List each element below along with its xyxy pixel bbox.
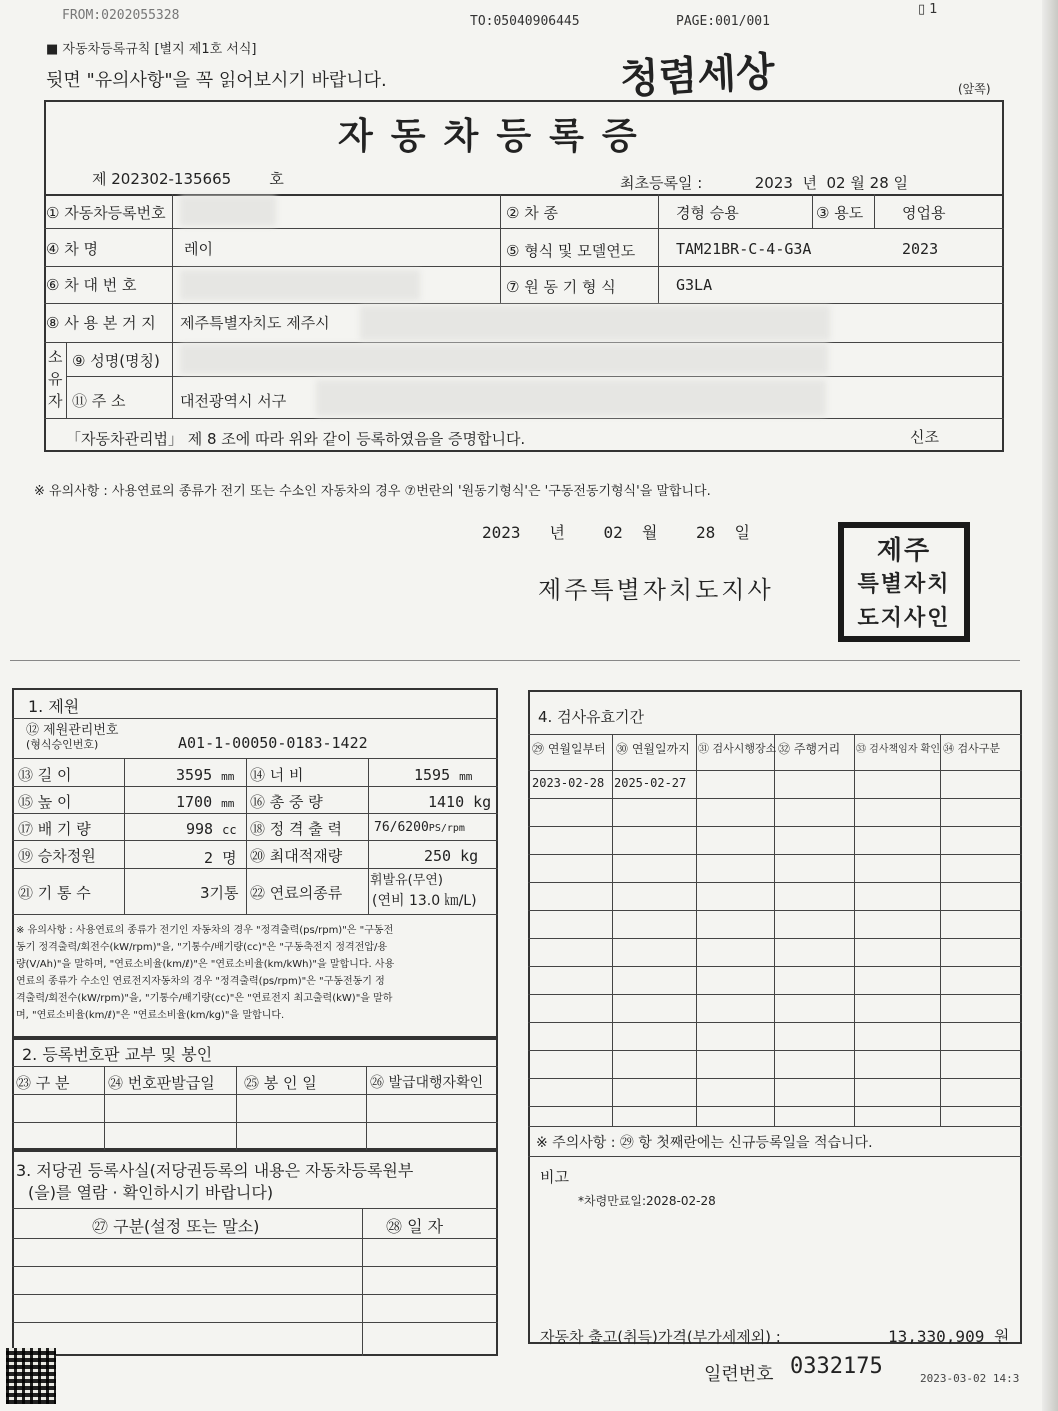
form-reference: ■ 자동차등록규칙 [별지 제1호 서식] — [46, 42, 257, 57]
plate-col-seal-date: ㉕ 봉 인 일 — [244, 1074, 317, 1092]
label-owner-side: 소유자 — [48, 348, 63, 410]
remarks-vehicle-age-expiry: *차령만료일:2028-02-28 — [578, 1194, 716, 1208]
remarks-label: 비고 — [540, 1168, 569, 1186]
inspection-heading: 4. 검사유효기간 — [538, 708, 645, 726]
fax-page: PAGE:001/001 — [676, 14, 770, 29]
label-address: ⑪ 주 소 — [72, 392, 126, 410]
inspection-col-inspector: ㉝ 검사책임자 확인 — [856, 744, 940, 755]
front-page-mark: (앞쪽) — [958, 82, 991, 96]
value-base-location: 제주특별자치도 제주시 — [180, 314, 330, 332]
label-length: ⑬ 길 이 — [18, 766, 72, 784]
label-vehicle-type: ② 차 종 — [506, 204, 558, 222]
plate-col-category: ㉓ 구 분 — [16, 1074, 70, 1092]
serial-label: 일련번호 — [704, 1364, 774, 1385]
label-model: ⑤ 형식 및 모델연도 — [506, 242, 636, 260]
first-registration-date: 최초등록일 : 2023 년 02 월 28 일 — [620, 174, 909, 192]
value-displacement: 998 cc — [186, 820, 237, 838]
value-gross-weight: 1410 kg — [428, 793, 492, 811]
page-title: 자동차등록증 — [338, 115, 655, 157]
label-registration-no: ① 자동차등록번호 — [46, 204, 166, 222]
issue-date: 2023 년 02 월 28 일 — [482, 523, 750, 542]
value-model: TAM21BR-C-4-G3A — [676, 240, 812, 258]
price-value: 13,330,909 원 — [888, 1327, 1010, 1346]
value-max-load: 250 kg — [424, 847, 479, 865]
value-fuel-type: 휘발유(무연) — [370, 873, 443, 888]
lien-col-date: ㉘ 일 자 — [386, 1217, 444, 1236]
page-corner-number: ▯ 1 — [918, 2, 938, 17]
value-spec-mgmt: A01-1-00050-0183-1422 — [178, 734, 368, 752]
redacted-base-location — [360, 306, 830, 340]
label-seating: ⑲ 승차정원 — [18, 847, 96, 865]
plate-heading: 2. 등록번호판 교부 및 봉인 — [22, 1045, 213, 1064]
inspection-col-from: ㉙ 연월일부터 — [532, 742, 606, 756]
value-engine-type: G3LA — [676, 276, 713, 294]
official-seal: 제주 특별자치 도지사인 — [838, 522, 970, 642]
plate-col-issue-date: ㉔ 번호판발급일 — [108, 1074, 215, 1092]
spec-notes: ※ 유의사항 : 사용연료의 종류가 전기인 자동차의 경우 "정격출력(ps/rpm)"은 "구동전 동기 정격출력/회전수(kW/rpm)"을, "기통수/배기량(cc)"은 "구동축전지 정격전압/용 량(V/Ah)"을 말하며, "연료소비율(km/ℓ)"은 "연료소비율(km/kWh)"을 말합니다. 사용 연료의 종류가 수소인 연료전지자동차의 경우 "정격출력(ps/rpm)"은 "구동전동기 정 격출력/회전수(kW/rpm)"을, "기통수/배기량(cc)"은 "연료전지 최고출력(kW)"을 말하 며, "연료소비율(km/ℓ)"은 "연료소비율(km/kg)"을 말합니다. — [16, 925, 395, 1021]
lien-col-category: ㉗ 구분(설정 또는 말소) — [92, 1217, 260, 1236]
fax-to: TO:05040906445 — [470, 14, 580, 29]
caution-text: ※ 유의사항 : 사용연료의 종류가 전기 또는 수소인 자동차의 경우 ⑦번란의 '원동기형식'은 '구동전동기형식'을 말합니다. — [34, 484, 711, 499]
inspection-row-to: 2025-02-27 — [614, 776, 687, 790]
issuer-name: 제주특별자치도지사 — [538, 576, 774, 604]
label-vehicle-name: ④ 차 명 — [46, 240, 98, 258]
label-spec-mgmt: ⑫ 제원관리번호 (형식승인번호) — [26, 723, 119, 751]
label-base-location: ⑧ 사 용 본 거 지 — [46, 314, 156, 332]
spec-heading: 1. 제원 — [28, 697, 80, 716]
serial-value: 0332175 — [790, 1354, 883, 1379]
qr-code — [6, 1348, 56, 1404]
label-engine-type: ⑦ 원 동 기 형 식 — [506, 278, 616, 296]
value-usage: 영업용 — [902, 204, 946, 222]
inspection-col-place: ㉛ 검사시행장소 — [698, 742, 777, 755]
certification-text: 「자동차관리법」 제 8 조에 따라 위와 같이 등록하였음을 증명합니다. — [66, 430, 526, 448]
price-label: 자동차 출고(취득)가격(부가세제외) : — [540, 1328, 781, 1346]
notice-text: 뒷면 "유의사항"을 꼭 읽어보시기 바랍니다. — [46, 70, 387, 91]
inspection-col-mileage: ㉜ 주행거리 — [778, 742, 841, 756]
inspection-col-type: ㉞ 검사구분 — [943, 742, 1001, 755]
page-edge — [1042, 0, 1058, 1411]
redacted-registration-no — [180, 196, 276, 226]
value-height: 1700 mm — [176, 793, 235, 811]
value-fuel-efficiency: (연비 13.0 ㎞/L) — [372, 893, 477, 909]
inspection-caution: ※ 주의사항 : ㉙ 항 첫째란에는 신규등록일을 적습니다. — [536, 1135, 873, 1151]
label-max-load: ⑳ 최대적재량 — [250, 847, 343, 865]
print-timestamp: 2023-03-02 14:3 — [920, 1372, 1020, 1385]
redacted-vin — [180, 270, 420, 300]
value-model-year: 2023 — [902, 240, 939, 258]
value-rated-power: 76/6200PS/rpm — [374, 820, 465, 835]
label-fuel-type: ㉒ 연료의종류 — [250, 884, 343, 902]
label-owner-name: ⑨ 성명(명칭) — [72, 352, 160, 370]
value-address: 대전광역시 서구 — [180, 392, 287, 410]
label-cylinders: ㉑ 기 통 수 — [18, 884, 91, 902]
value-width: 1595 mm — [414, 766, 473, 784]
redacted-owner-name — [180, 344, 828, 374]
value-length: 3595 mm — [176, 766, 235, 784]
lien-heading-1: 3. 저당권 등록사실(저당권등록의 내용은 자동차등록원부 — [16, 1161, 414, 1180]
label-vin: ⑥ 차 대 번 호 — [46, 276, 137, 294]
new-vehicle-mark: 신조 — [910, 428, 939, 446]
inspection-row-from: 2023-02-28 — [532, 776, 605, 790]
value-vehicle-type: 경형 승용 — [676, 204, 739, 222]
label-width: ⑭ 너 비 — [250, 766, 304, 784]
value-seating: 2 명 — [204, 849, 237, 867]
value-vehicle-name: 레이 — [184, 240, 213, 258]
lien-heading-2: (을)를 열람 · 확인하시기 바랍니다) — [28, 1183, 274, 1202]
value-cylinders: 3기통 — [200, 884, 239, 902]
label-rated-power: ⑱ 정 격 출 력 — [250, 820, 343, 838]
label-gross-weight: ⑯ 총 중 량 — [250, 793, 323, 811]
fax-from: FROM:0202055328 — [62, 8, 180, 23]
label-usage: ③ 용도 — [816, 204, 864, 222]
redacted-address — [316, 380, 826, 416]
label-height: ⑮ 높 이 — [18, 793, 72, 811]
label-displacement: ⑰ 배 기 량 — [18, 820, 91, 838]
plate-col-agent-confirm: ㉖ 발급대행자확인 — [370, 1075, 484, 1091]
inspection-col-to: ㉚ 연월일까지 — [616, 742, 690, 756]
anti-corruption-logo: 청렴세상 — [619, 47, 776, 104]
registration-number: 제 202302-135665 호 — [92, 170, 284, 188]
